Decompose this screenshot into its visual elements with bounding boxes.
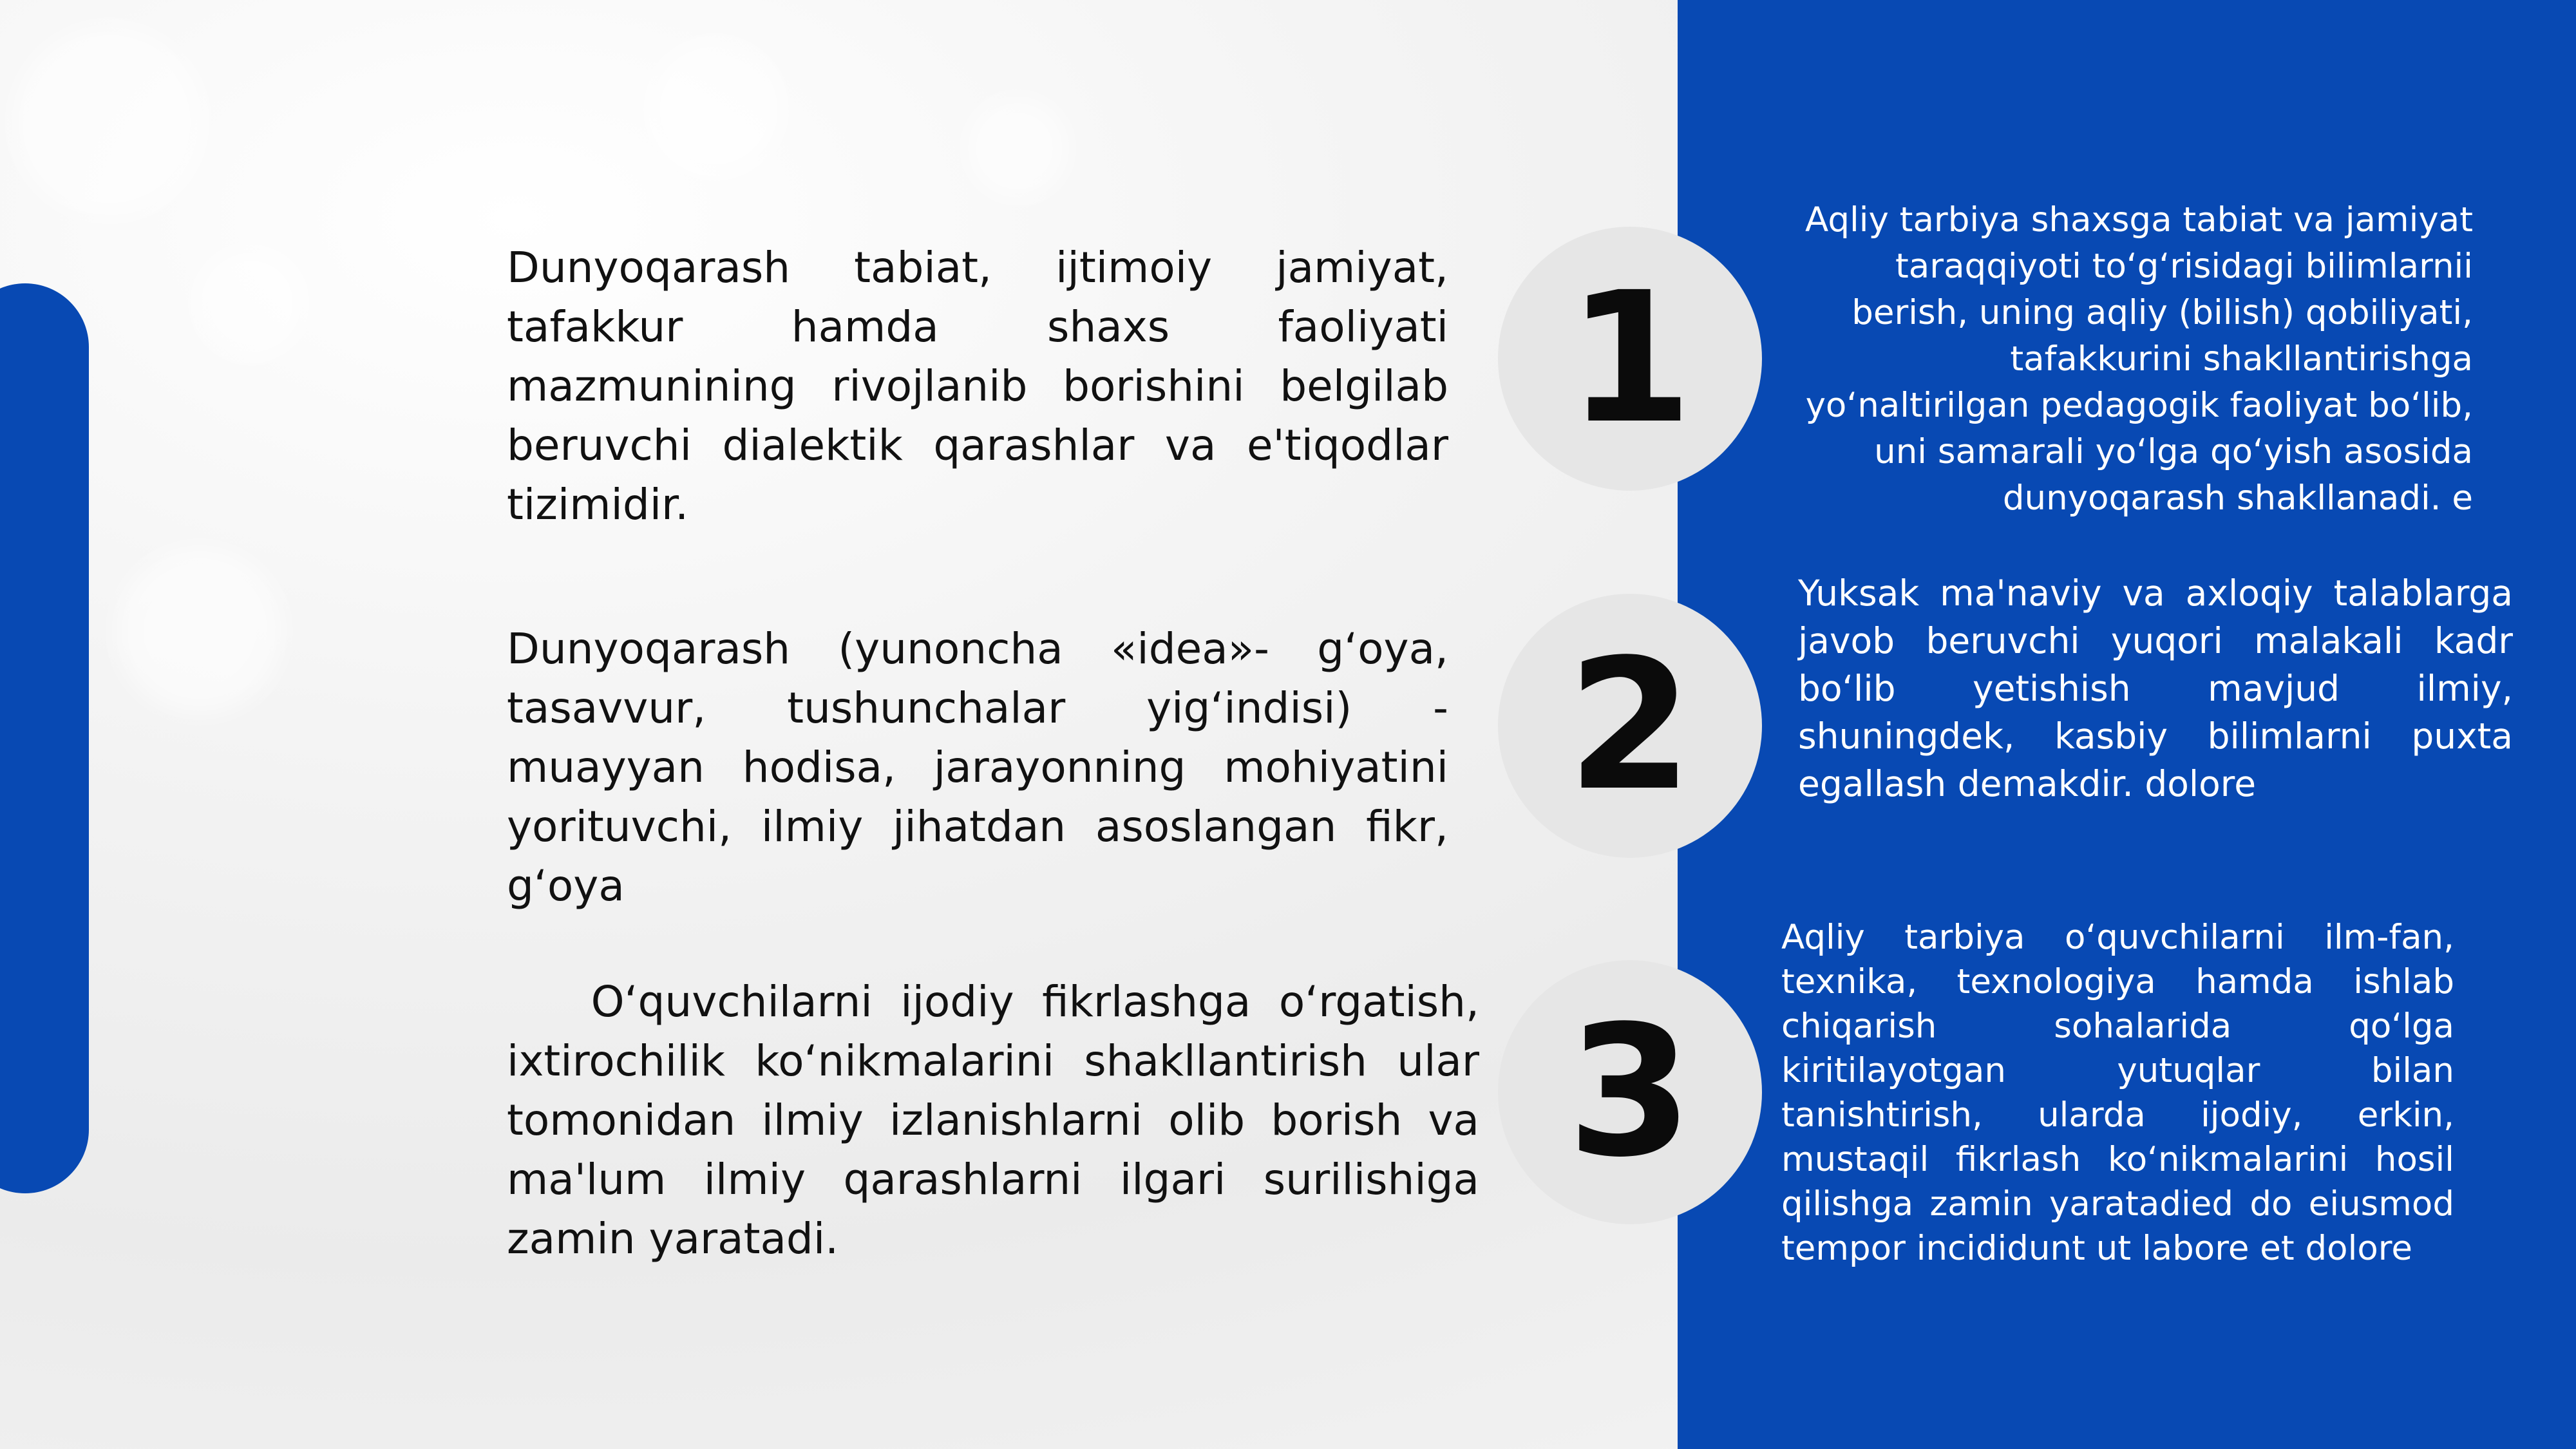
number-badge-2 (1498, 594, 1762, 858)
background-bokeh (13, 26, 206, 219)
number-3: 3 (1567, 987, 1693, 1197)
definition-paragraph-1: Dunyoqarash tabiat, ijtimoiy jamiyat, tafakkur hamda shaxs faoliyati mazmunining rivojlanib borishini belgilab beruvchi dialektik qarashlar va e'tiqodlar tizimidir. (507, 243, 1448, 529)
definition-paragraph-2: Dunyoqarash (yunoncha «idea»- g‘oya, tasavvur, tushunchalar yig‘indisi) - muayyan hodisa, jarayonning mohiyatini yorituvchi, ilmiy jihatdan asoslangan fikr, g‘oya (507, 624, 1448, 911)
info-paragraph-3: Aqliy tarbiya o‘quvchilarni ilm-fan, texnika, texnologiya hamda ishlab chiqarish sohalarida qo‘lga kiritilayotgan yutuqlar bilan tanishtirish, ularda ijodiy, erkin, mustaqil fikrlash ko‘nikmalarini hosil qilishga zamin yaratadied do eiusmod tempor incididunt ut labore et dolore (1781, 918, 2454, 1268)
number-1: 1 (1567, 254, 1693, 464)
background-bokeh (644, 39, 786, 180)
number-badge-1 (1498, 227, 1762, 491)
info-paragraph-2: Yuksak ma'naviy va axloqiy talablarga javob beruvchi yuqori malakali kadr bo‘lib yetishish mavjud ilmiy, shuningdek, kasbiy bilimlarni puxta egallash demakdir. dolore (1798, 573, 2513, 804)
background-bokeh (966, 97, 1069, 200)
definition-paragraph-3: O‘quvchilarni ijodiy fikrlashga o‘rgatish, ixtirochilik ko‘nikmalarini shakllantirish ular tomonidan ilmiy izlanishlarni olib borish va ma'lum ilmiy qarashlarni ilgari surilishiga zamin yaratadi. (507, 977, 1493, 1264)
info-paragraph-1: Aqliy tarbiya shaxsga tabiat va jamiyat taraqqiyoti to‘g‘risidagi bilimlarnii berish, uning aqliy (bilish) qobiliyati, tafakkurini shakllantirishga yo‘naltirilgan pedagogik faoliyat bo‘lib, uni samarali yo‘lga qo‘yish asosida dunyoqarash shakllanadi. e (1805, 200, 2473, 518)
background-bokeh (116, 547, 283, 715)
left-accent-tab (0, 283, 89, 1193)
background-bokeh (193, 245, 309, 361)
number-2: 2 (1567, 621, 1693, 831)
number-badge-3 (1498, 960, 1762, 1224)
